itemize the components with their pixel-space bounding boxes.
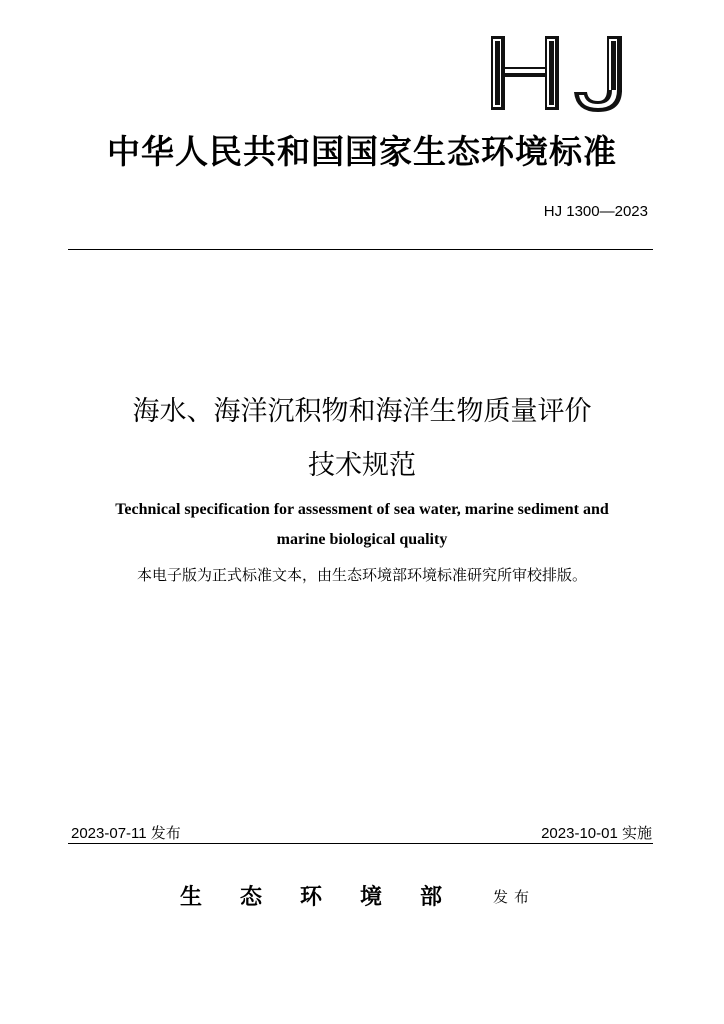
title-cn-line1: 海水、海洋沉积物和海洋生物质量评价 <box>132 396 592 427</box>
title-cn-line2: 技术规范 <box>308 450 416 481</box>
title-en-line1: Technical specification for assessment of sea water, marine sediment and <box>115 501 609 518</box>
title-en-line2: marine biological quality <box>276 531 448 548</box>
implementation-date: 2023-10-01 实施 <box>541 825 652 842</box>
issuer-name: 生态环境部 <box>180 884 481 910</box>
header-title: 中华人民共和国国家生态环境标准 <box>107 132 617 171</box>
edition-notice: 本电子版为正式标准文本，由生态环境部环境标准研究所审校排版。 <box>136 566 587 584</box>
issuer-suffix: 发布 <box>493 888 536 906</box>
hj-logo <box>486 30 636 114</box>
standard-number: HJ 1300—2023 <box>543 203 648 220</box>
release-date: 2023-07-11 发布 <box>71 825 181 842</box>
bottom-divider <box>68 843 653 844</box>
top-divider <box>68 249 653 250</box>
